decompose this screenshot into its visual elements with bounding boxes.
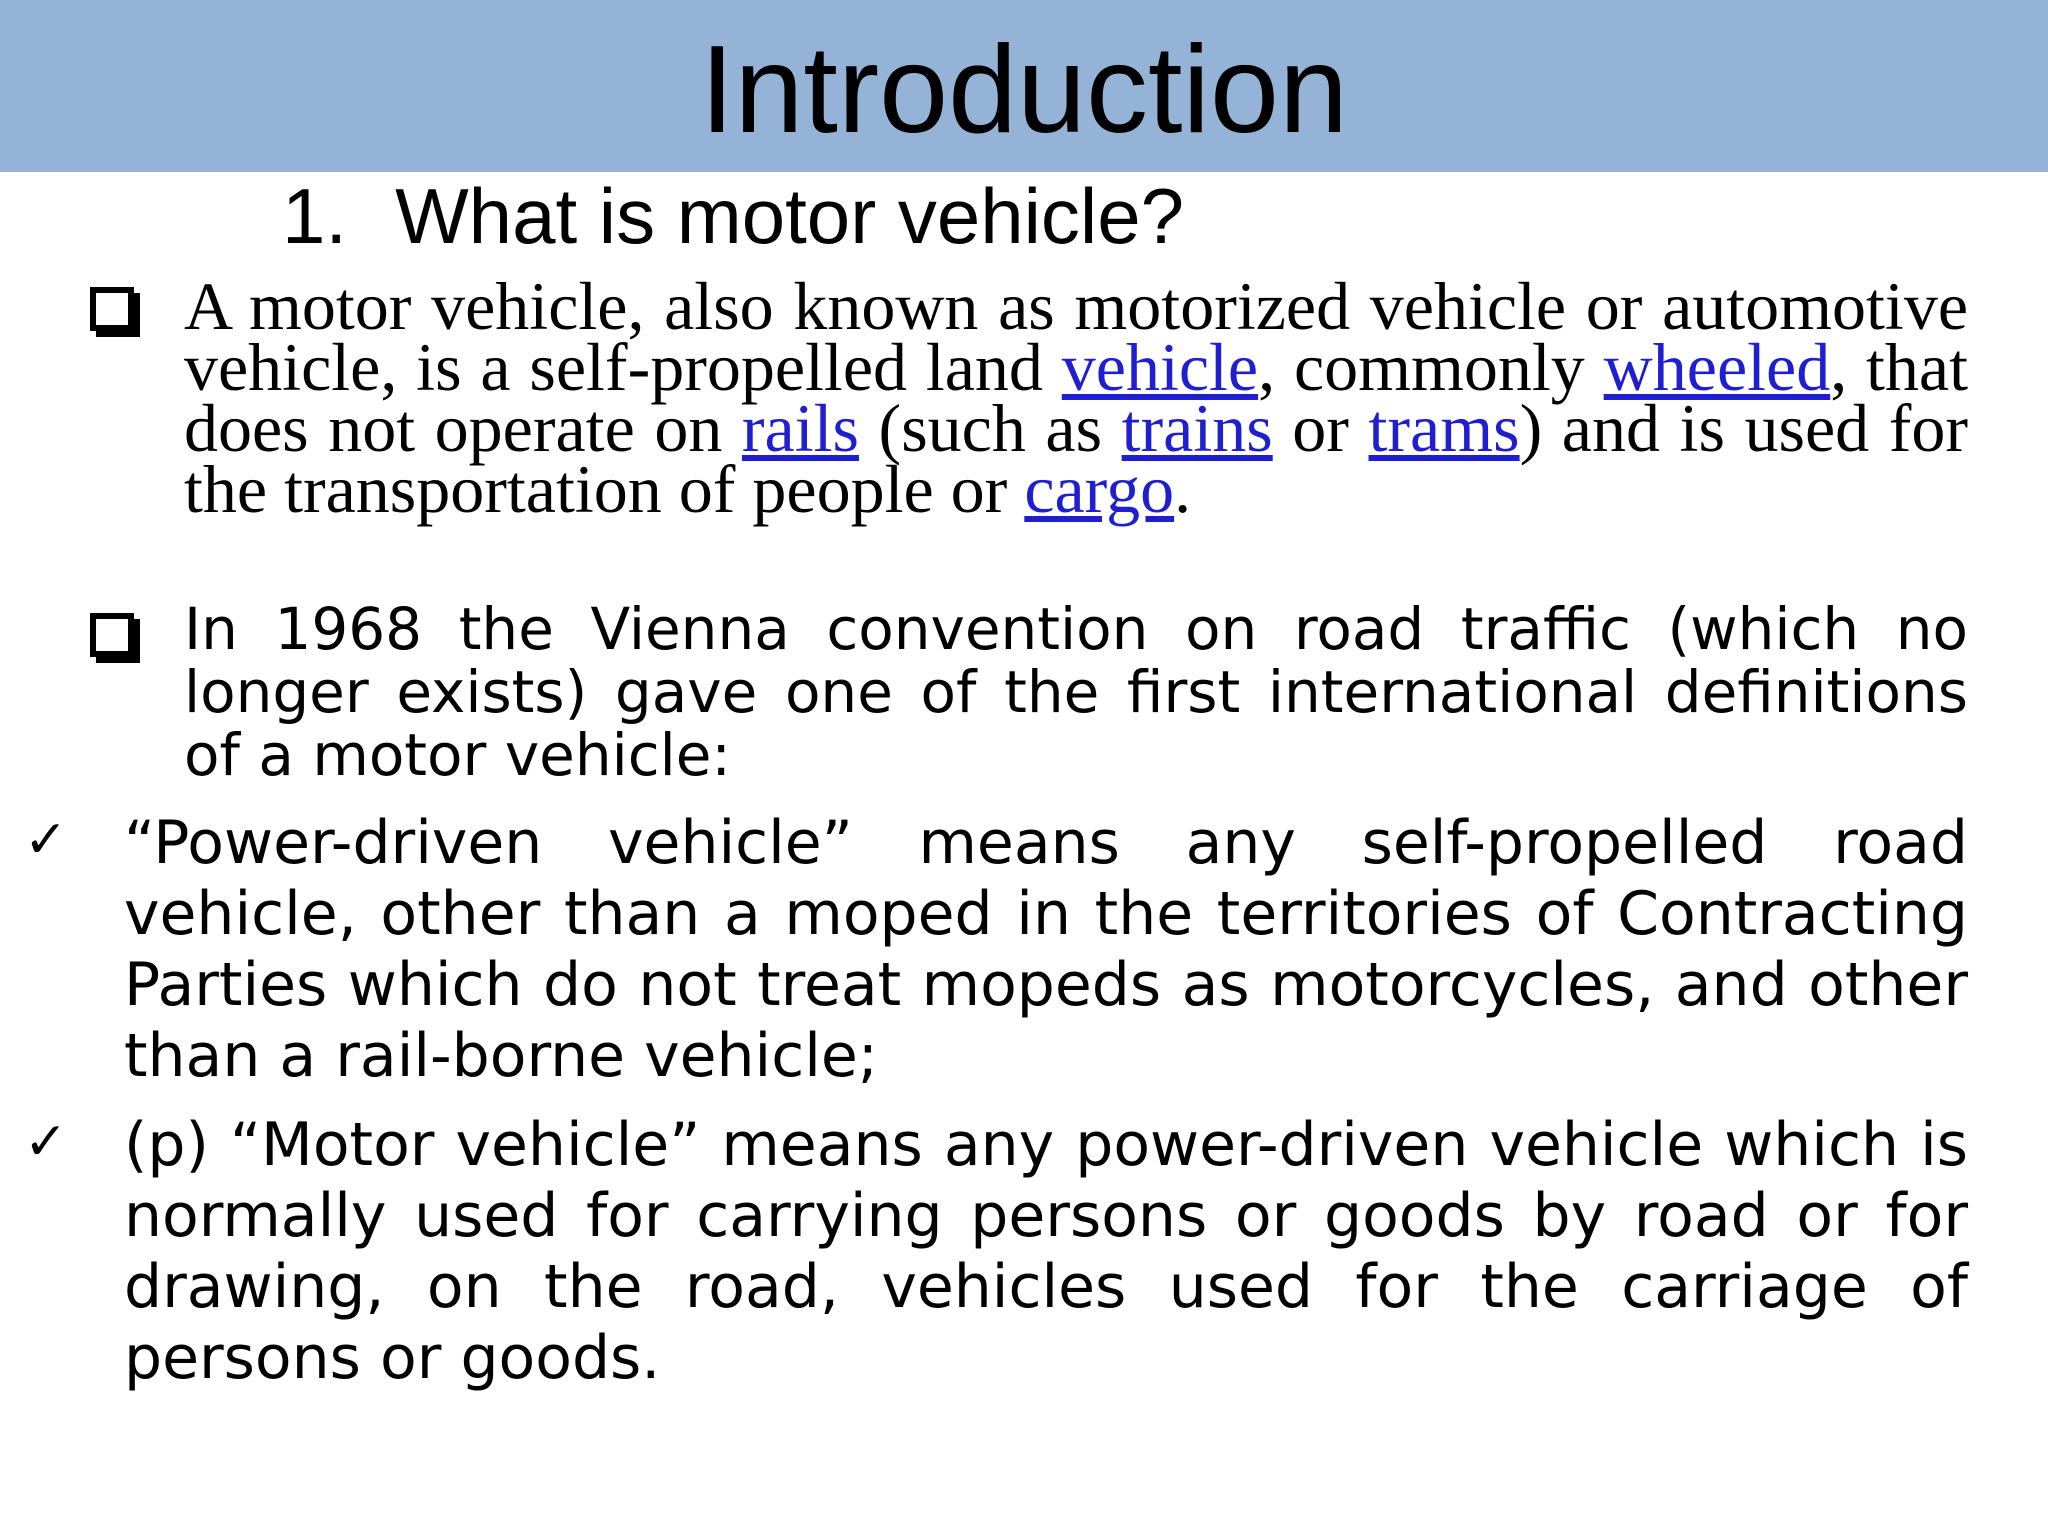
motor-vehicle-legal-definition: (p) “Motor vehicle” means any power-driven vehicle which is normally used for carrying persons or goods by road or for drawing, on the road, vehicles used for the carriage of persons or goods. xyxy=(124,1110,1968,1393)
section-heading-text: What is motor vehicle? xyxy=(395,172,1185,260)
link-vehicle[interactable]: vehicle xyxy=(1061,329,1259,405)
vienna-convention-text: In 1968 the Vienna convention on road traffic (which no longer exists) gave one of the first international definitions of a motor vehicle: xyxy=(184,595,1968,789)
motor-vehicle-definition: A motor vehicle, also known as motorized vehicle or automotive vehicle, is a self-propelled land vehicle, commonly wheeled, that does not operate on rails (such as trains or trams) and is used for the transportation of people or cargo. xyxy=(184,268,1969,527)
link-rails[interactable]: rails xyxy=(741,390,859,466)
power-driven-vehicle-definition: “Power-driven vehicle” means any self-propelled road vehicle, other than a moped in the territories of Contracting Parties which do not treat mopeds as motorcycles, and other than a rail-borne vehicle; xyxy=(124,808,1968,1091)
link-cargo[interactable]: cargo xyxy=(1024,451,1175,527)
check-mark-icon: ✓ xyxy=(24,810,68,870)
section-heading xyxy=(282,168,1184,264)
checkbox-square-icon xyxy=(90,287,134,331)
link-wheeled[interactable]: wheeled xyxy=(1603,329,1831,405)
checkbox-square-icon xyxy=(90,613,134,657)
slide-title: Introduction xyxy=(700,21,1348,159)
section-number: 1. xyxy=(282,172,348,260)
link-trams[interactable]: trams xyxy=(1368,390,1520,466)
check-mark-icon: ✓ xyxy=(24,1112,68,1172)
link-trains[interactable]: trains xyxy=(1121,390,1273,466)
